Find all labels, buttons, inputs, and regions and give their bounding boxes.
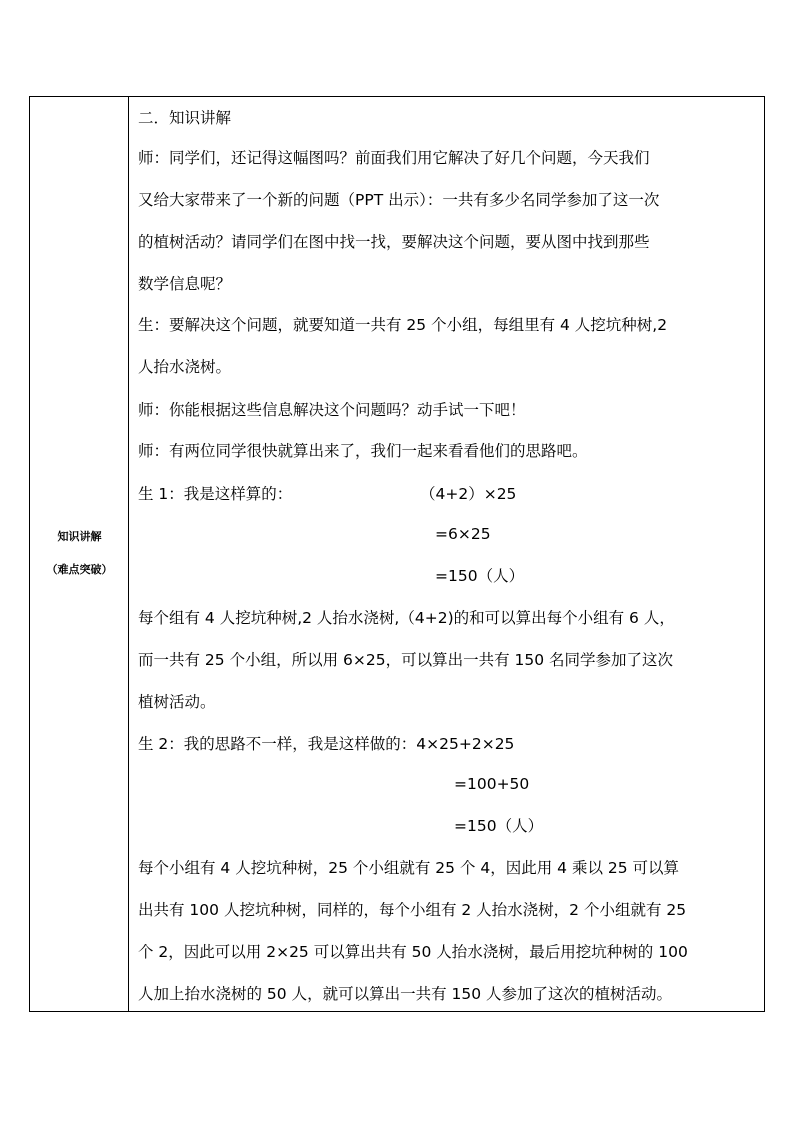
paragraph-line: 出共有 100 人挖坑种树，同样的，每个小组有 2 人抬水浇树，2 个小组就有 25 — [138, 901, 687, 919]
content-cell — [130, 97, 764, 1011]
lesson-table — [29, 96, 765, 1012]
paragraph-line: 又给大家带来了一个新的问题（PPT 出示）：一共有多少名同学参加了这一次 — [138, 191, 660, 209]
student2-step2: =100+50 — [454, 775, 530, 793]
student1-intro: 生 1：我是这样算的： — [138, 485, 293, 503]
paragraph-line: 的植树活动？请同学们在图中找一找，要解决这个问题，要从图中找到那些 — [138, 233, 650, 251]
student2-intro: 生 2：我的思路不一样，我是这样做的：4×25+2×25 — [138, 735, 515, 753]
label-knowledge: 知识讲解 — [57, 530, 102, 543]
paragraph-line: 人抬水浇树。 — [138, 358, 232, 376]
paragraph-line: 个 2，因此可以用 2×25 可以算出共有 50 人抬水浇树，最后用挖坑种树的 100 — [138, 943, 688, 961]
left-label-cell — [30, 97, 129, 1011]
paragraph-line: 师：同学们，还记得这幅图吗？前面我们用它解决了好几个问题，今天我们 — [138, 149, 650, 167]
section-heading: 二．知识讲解 — [138, 109, 232, 127]
paragraph-line: 每个小组有 4 人挖坑种树，25 个小组就有 25 个 4，因此用 4 乘以 25 可以算 — [138, 859, 680, 877]
label-difficulty: （难点突破） — [46, 563, 113, 576]
paragraph-line: 生：要解决这个问题，就要知道一共有 25 个小组，每组里有 4 人挖坑种树,2 — [138, 316, 668, 334]
student1-step3: =150（人） — [435, 567, 525, 585]
paragraph-line: 而一共有 25 个小组，所以用 6×25，可以算出一共有 150 名同学参加了这次 — [138, 651, 674, 669]
student1-step2: =6×25 — [435, 525, 491, 543]
paragraph-line: 每个组有 4 人挖坑种树,2 人抬水浇树,（4+2)的和可以算出每个小组有 6 人， — [138, 609, 675, 627]
paragraph-line: 师：有两位同学很快就算出来了，我们一起来看看他们的思路吧。 — [138, 442, 588, 460]
paragraph-line: 数学信息呢？ — [138, 275, 232, 293]
paragraph-line: 植树活动。 — [138, 693, 216, 711]
paragraph-line: 师：你能根据这些信息解决这个问题吗？动手试一下吧！ — [138, 401, 526, 419]
student1-step1: （4+2）×25 — [420, 485, 517, 503]
student2-step3: =150（人） — [454, 817, 544, 835]
paragraph-line: 人加上抬水浇树的 50 人，就可以算出一共有 150 人参加了这次的植树活动。 — [138, 985, 673, 1003]
